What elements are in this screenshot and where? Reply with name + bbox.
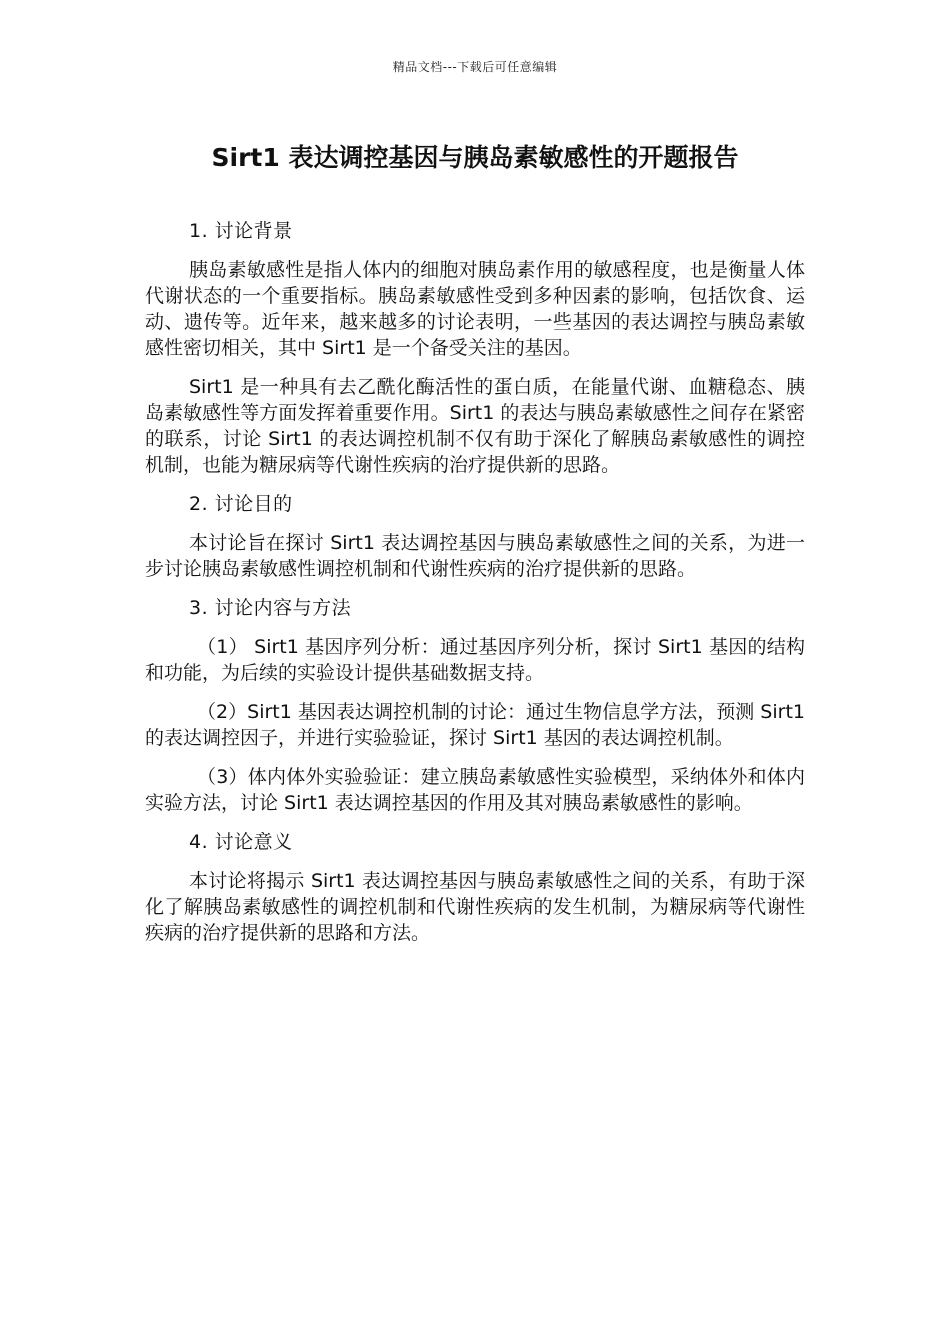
document-body [145,218,805,959]
header-note: 精品文档---下载后可任意编辑 [392,60,558,74]
background-paragraph-1: 胰岛素敏感性是指人体内的细胞对胰岛素作用的敏感程度，也是衡量人体代谢状态的一个重要指标。胰岛素敏感性受到多种因素的影响，包括饮食、运动、遗传等。近年来，越来越多的讨论表明，一些基因的表达调控与胰岛素敏感性密切相关，其中 Sirt1 是一个备受关注的基因。 [145,259,805,359]
background-paragraph-2: Sirt1 是一种具有去乙酰化酶活性的蛋白质，在能量代谢、血糖稳态、胰岛素敏感性等方面发挥着重要作用。Sirt1 的表达与胰岛素敏感性之间存在紧密的联系，讨论 Sirt1 的表达调控机制不仅有助于深化了解胰岛素敏感性的调控机制，也能为糖尿病等代谢性疾病的治疗提供新的思路。 [145,376,805,476]
methods-item-3: （3）体内体外实验验证：建立胰岛素敏感性实验模型，采纳体外和体内实验方法，讨论 Sirt1 表达调控基因的作用及其对胰岛素敏感性的影响。 [145,766,805,814]
document-title: Sirt1 表达调控基因与胰岛素敏感性的开题报告 [211,143,739,172]
significance-paragraph: 本讨论将揭示 Sirt1 表达调控基因与胰岛素敏感性之间的关系，有助于深化了解胰岛素敏感性的调控机制和代谢性疾病的发生机制，为糖尿病等代谢性疾病的治疗提供新的思路和方法。 [145,870,805,944]
methods-item-2: （2）Sirt1 基因表达调控机制的讨论：通过生物信息学方法，预测 Sirt1 的表达调控因子，并进行实验验证，探讨 Sirt1 基因的表达调控机制。 [145,701,805,749]
methods-item-1: （1） Sirt1 基因序列分析：通过基因序列分析，探讨 Sirt1 基因的结构和功能，为后续的实验设计提供基础数据支持。 [145,636,805,684]
section-heading-purpose: 2. 讨论目的 [189,493,293,515]
section-heading-methods: 3. 讨论内容与方法 [189,597,352,619]
purpose-paragraph: 本讨论旨在探讨 Sirt1 表达调控基因与胰岛素敏感性之间的关系，为进一步讨论胰岛素敏感性调控机制和代谢性疾病的治疗提供新的思路。 [145,532,805,580]
section-heading-background: 1. 讨论背景 [189,220,293,242]
section-heading-significance: 4. 讨论意义 [189,831,293,853]
